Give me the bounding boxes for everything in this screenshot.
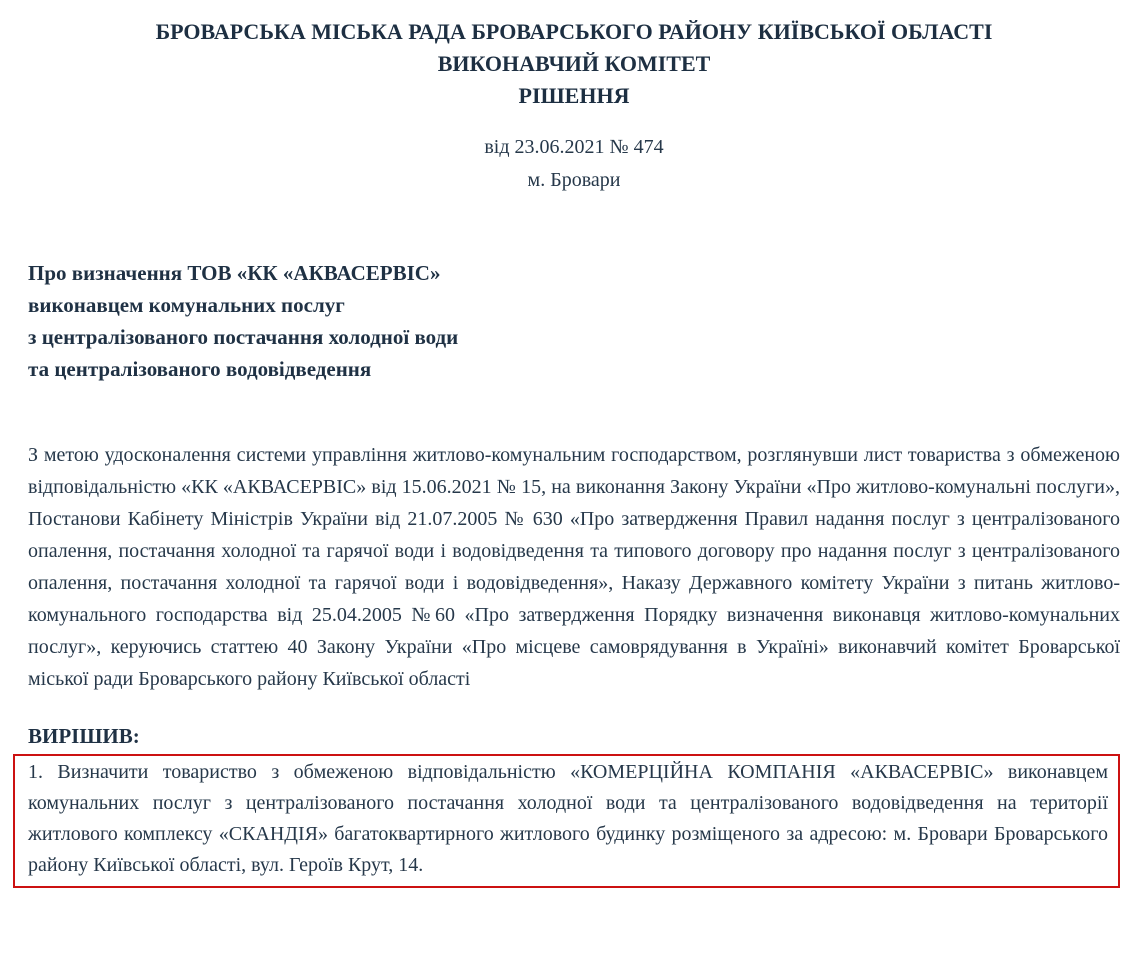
resolved-label: ВИРІШИВ: (28, 724, 140, 748)
subject-line: Про визначення ТОВ «КК «АКВАСЕРВІС» (28, 261, 441, 285)
document-header (28, 16, 1120, 112)
clause-1-text: 1. Визначити товариство з обмеженою відповідальністю «КОМЕРЦІЙНА КОМПАНІЯ «АКВАСЕРВІС» виконавцем комунальних послуг з централізованого постачання холодної води та централізованого водовідведення на території житлового комплексу «СКАНДІЯ» багатоквартирного житлового будинку розміщеного за адресою: м. Бровари Броварського району Київської області, вул. Героїв Крут, 14. (28, 761, 1108, 876)
subject-line: виконавцем комунальних послуг (28, 293, 345, 317)
subject-line: та централізованого водовідведення (28, 357, 372, 381)
doc-city: м. Бровари (527, 169, 621, 191)
subject-line: з централізованого постачання холодної води (28, 325, 459, 349)
subject-block (28, 257, 1120, 385)
highlighted-clause-box (13, 754, 1120, 888)
preamble-paragraph: З метою удосконалення системи управління житлово-комунальним господарством, розглянувши лист товариства з обмеженою відповідальністю «КК «АКВАСЕРВІС» від 15.06.2021 № 15, на виконання Закону України «Про житлово-комунальні послуги», Постанови Кабінету Міністрів України від 21.07.2005 № 630 «Про затвердження Правил надання послуг з централізованого опалення, постачання холодної та гарячої води і водовідведення та типового договору про надання послуг з централізованого опалення, постачання холодної та гарячої води і водовідведення», Наказу Державного комітету України з питань житлово-комунального господарства від 25.04.2005 №60 «Про затвердження Порядку визначення виконавця житлово-комунальних послуг», керуючись статтею 40 Закону України «Про місцеве самоврядування в Україні» виконавчий комітет Броварської міської ради Броварського району Київської області (28, 444, 1120, 690)
org-committee-line: ВИКОНАВЧИЙ КОМІТЕТ (437, 51, 711, 76)
document-meta (28, 131, 1120, 197)
doc-type-title: РІШЕННЯ (518, 83, 630, 108)
org-name-line: БРОВАРСЬКА МІСЬКА РАДА БРОВАРСЬКОГО РАЙОНУ КИЇВСЬКОЇ ОБЛАСТІ (155, 19, 993, 44)
doc-date-number: від 23.06.2021 № 474 (484, 136, 664, 158)
